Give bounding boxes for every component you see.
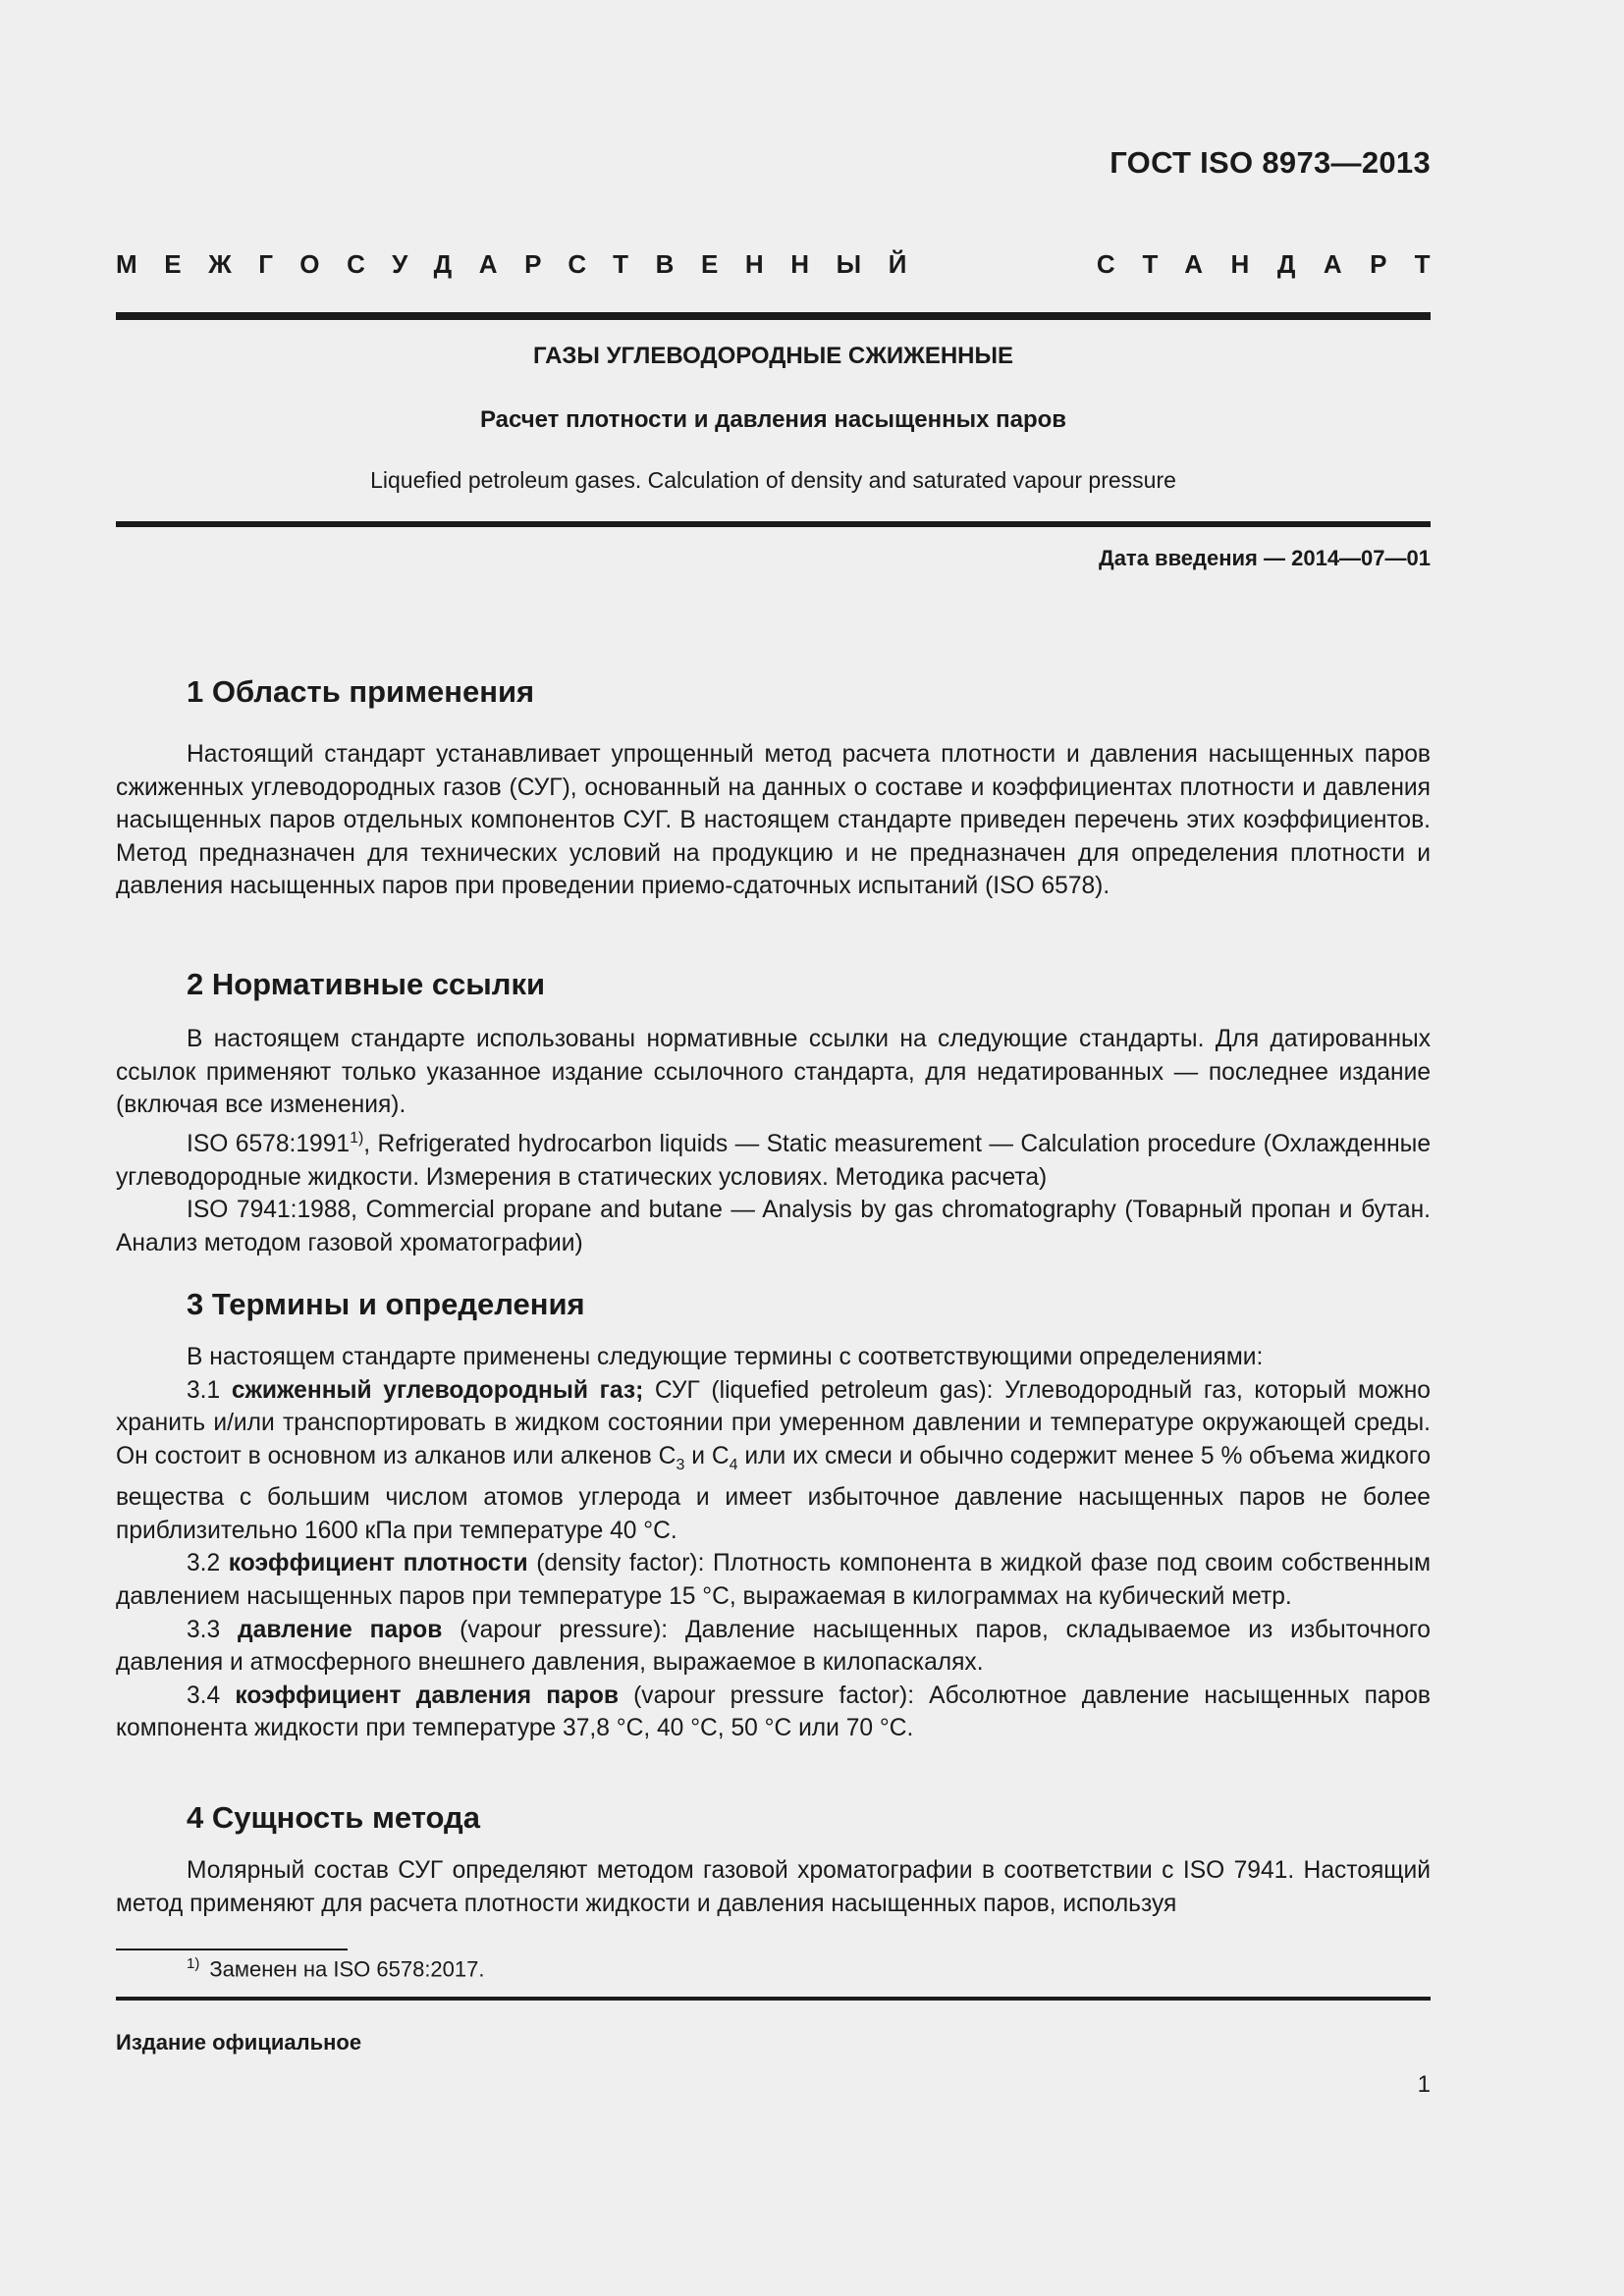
term-definition: и С <box>684 1442 730 1469</box>
reference-iso-7941: ISO 7941:1988, Commercial propane and butane — Analysis by gas chromatography (Товарный пропан и бутан. Анализ методом газовой хроматографии) <box>116 1197 1431 1256</box>
term-definition: (vapour pressure factor): Абсолютное давление насыщенных паров компонента жидкости при температуре 37,8 °С, 40 °С, 50 °С или 70 °С. <box>116 1682 1431 1742</box>
subscript: 3 <box>676 1456 685 1473</box>
title-rule <box>116 521 1431 527</box>
term-number: 3.4 <box>187 1682 236 1709</box>
term-definition: (density factor): Плотность компонента в жидкой фазе под своим собственным давлением насыщенных паров при температуре 15 °С, выражаемая в килограммах на кубический метр. <box>116 1550 1431 1611</box>
section-2-body <box>116 1023 1431 1259</box>
standard-kind-word-2: СТАНДАРТ <box>1096 249 1458 279</box>
section-3-heading: 3 Термины и определения <box>187 1287 585 1321</box>
edition-label: Издание официальное <box>116 2030 362 2055</box>
section-1-heading: 1 Область применения <box>187 674 535 709</box>
term-definition: или их смеси и обычно содержит менее 5 % объема жидкого вещества с большим числом атомов углерода и имеет избыточное давление насыщенных паров не более приблизительно 1600 кПа при температуре 40 °С. <box>116 1442 1432 1544</box>
term-3-3 <box>116 1614 1431 1680</box>
page-number: 1 <box>1417 2071 1431 2098</box>
term-definition: (vapour pressure): Давление насыщенных паров, складываемое из избыточного давления и атмосферного внешнего давления, выражаемое в килопаскалях. <box>116 1616 1431 1677</box>
footnote-mark: 1) <box>187 1955 200 1972</box>
term-3-1 <box>116 1374 1431 1548</box>
footnote-marker: 1) <box>350 1129 364 1147</box>
term-number: 3.1 <box>187 1376 232 1404</box>
section-2-heading: 2 Нормативные ссылки <box>187 967 546 1001</box>
document-english-title: Liquefied petroleum gases. Calculation of density and saturated vapour pressure <box>370 467 1176 493</box>
term-name: коэффициент плотности <box>228 1550 528 1577</box>
footer-rule <box>116 1997 1431 2001</box>
term-number: 3.2 <box>187 1550 229 1577</box>
standard-kind <box>116 249 1458 280</box>
document-title: ГАЗЫ УГЛЕВОДОРОДНЫЕ СЖИЖЕННЫЕ <box>532 343 1014 369</box>
term-name: давление паров <box>238 1616 443 1643</box>
footnote-text: Заменен на ISO 6578:2017. <box>209 1956 485 1982</box>
reference-code: ISO 6578:1991 <box>187 1130 351 1157</box>
footnote <box>187 1955 485 1982</box>
section-4-body <box>116 1854 1431 1920</box>
section-3-intro: В настоящем стандарте применены следующие термины с соответствующими определениями: <box>187 1344 1264 1370</box>
term-number: 3.3 <box>187 1616 239 1643</box>
section-2-paragraph: В настоящем стандарте использованы нормативные ссылки на следующие стандарты. Для датированных ссылок применяют только указанное издание ссылочного стандарта, для недатированных — последнее издание (включая все изменения). <box>116 1026 1431 1119</box>
section-3-body <box>116 1341 1431 1745</box>
section-4-paragraph: Молярный состав СУГ определяют методом газовой хроматографии в соответствии с ISO 7941. Настоящий метод применяют для расчета плотности жидкости и давления насыщенных паров, используя <box>116 1857 1431 1917</box>
standard-code: ГОСТ ISO 8973—2013 <box>1110 145 1431 180</box>
term-3-2 <box>116 1547 1431 1613</box>
document-subtitle: Расчет плотности и давления насыщенных паров <box>479 406 1067 433</box>
introduction-date: Дата введения — 2014—07—01 <box>1099 546 1431 570</box>
section-1-paragraph: Настоящий стандарт устанавливает упрощенный метод расчета плотности и давления насыщенных паров сжиженных углеводородных газов (СУГ), основанный на данных о составе и коэффициентах плотности и давления насыщенных паров отдельных компонентов СУГ. В настоящем стандарте приведен перечень этих коэффициентов. Метод предназначен для технических условий на продукцию и не предназначен для определения плотности и давления насыщенных паров при проведении приемо-сдаточных испытаний (ISO 6578). <box>116 741 1431 900</box>
term-name: сжиженный углеводородный газ; <box>231 1376 644 1404</box>
reference-text: , Refrigerated hydrocarbon liquids — Static measurement — Calculation procedure (Охлажденные углеводородные жидкости. Измерения в статических условиях. Методика расчета) <box>116 1130 1432 1191</box>
footnote-rule <box>116 1949 348 1950</box>
term-name: коэффициент давления паров <box>235 1682 619 1709</box>
top-rule <box>116 312 1431 320</box>
section-1-body <box>116 738 1431 903</box>
standard-kind-word-1: МЕЖГОСУДАРСТВЕННЫЙ <box>116 249 935 279</box>
section-4-heading: 4 Сущность метода <box>187 1800 480 1835</box>
term-definition: СУГ (liquefied petroleum gas): Углеводородный газ, который можно хранить и/или транспортировать в жидком состоянии при умеренном давлении и температуре окружающей среды. Он состоит в основном из алканов или алкенов С <box>116 1376 1431 1469</box>
term-3-4 <box>116 1680 1431 1745</box>
subscript: 4 <box>729 1456 738 1473</box>
reference-iso-6578 <box>116 1122 1431 1194</box>
